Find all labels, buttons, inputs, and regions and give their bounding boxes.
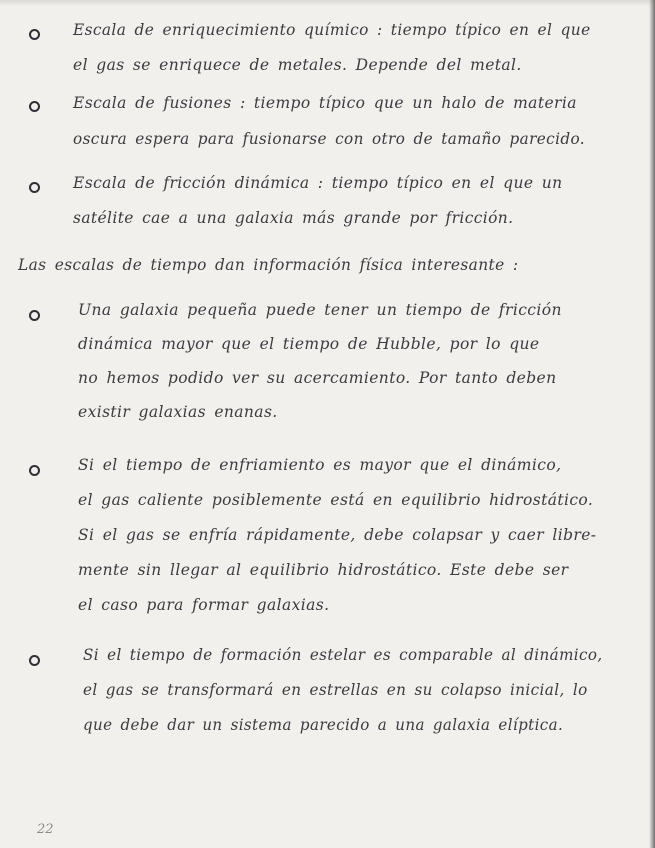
point-line: Una galaxia pequeña puede tener un tiempo de fricción (78, 301, 562, 319)
bullet-marker (29, 655, 40, 666)
point-line: existir galaxias enanas. (78, 403, 278, 421)
intro-line: Las escalas de tiempo dan información física interesante : (18, 256, 519, 274)
point-line: mente sin llegar al equilibrio hidrostático. Este debe ser (78, 561, 569, 579)
bullet-line: Escala de enriquecimiento químico : tiempo típico en el que (73, 21, 591, 39)
bullet-line: Escala de fusiones : tiempo típico que un halo de materia (73, 94, 577, 112)
bullet-line: el gas se enriquece de metales. Depende del metal. (73, 56, 522, 74)
bullet-marker (29, 182, 40, 193)
point-line: Si el tiempo de enfriamiento es mayor que el dinámico, (78, 456, 562, 474)
page-right-edge (649, 0, 655, 848)
point-line: el gas caliente posiblemente está en equilibrio hidrostático. (78, 491, 594, 509)
bullet-marker (29, 29, 40, 40)
point-line: que debe dar un sistema parecido a una galaxia elíptica. (83, 716, 564, 734)
point-line: el gas se transformará en estrellas en su colapso inicial, lo (83, 681, 588, 699)
bullet-marker (29, 101, 40, 112)
bullet-line: satélite cae a una galaxia más grande por fricción. (73, 209, 514, 227)
page-top-shadow (0, 0, 655, 6)
bullet-marker (29, 465, 40, 476)
point-line: dinámica mayor que el tiempo de Hubble, por lo que (78, 335, 540, 353)
bullet-line: oscura espera para fusionarse con otro de tamaño parecido. (73, 130, 586, 148)
point-line: Si el tiempo de formación estelar es comparable al dinámico, (83, 646, 603, 664)
page-number: 22 (37, 822, 54, 837)
bullet-line: Escala de fricción dinámica : tiempo típico en el que un (73, 174, 563, 192)
point-line: no hemos podido ver su acercamiento. Por tanto deben (78, 369, 557, 387)
point-line: el caso para formar galaxias. (78, 596, 330, 614)
point-line: Si el gas se enfría rápidamente, debe colapsar y caer libre- (78, 526, 597, 544)
bullet-marker (29, 310, 40, 321)
